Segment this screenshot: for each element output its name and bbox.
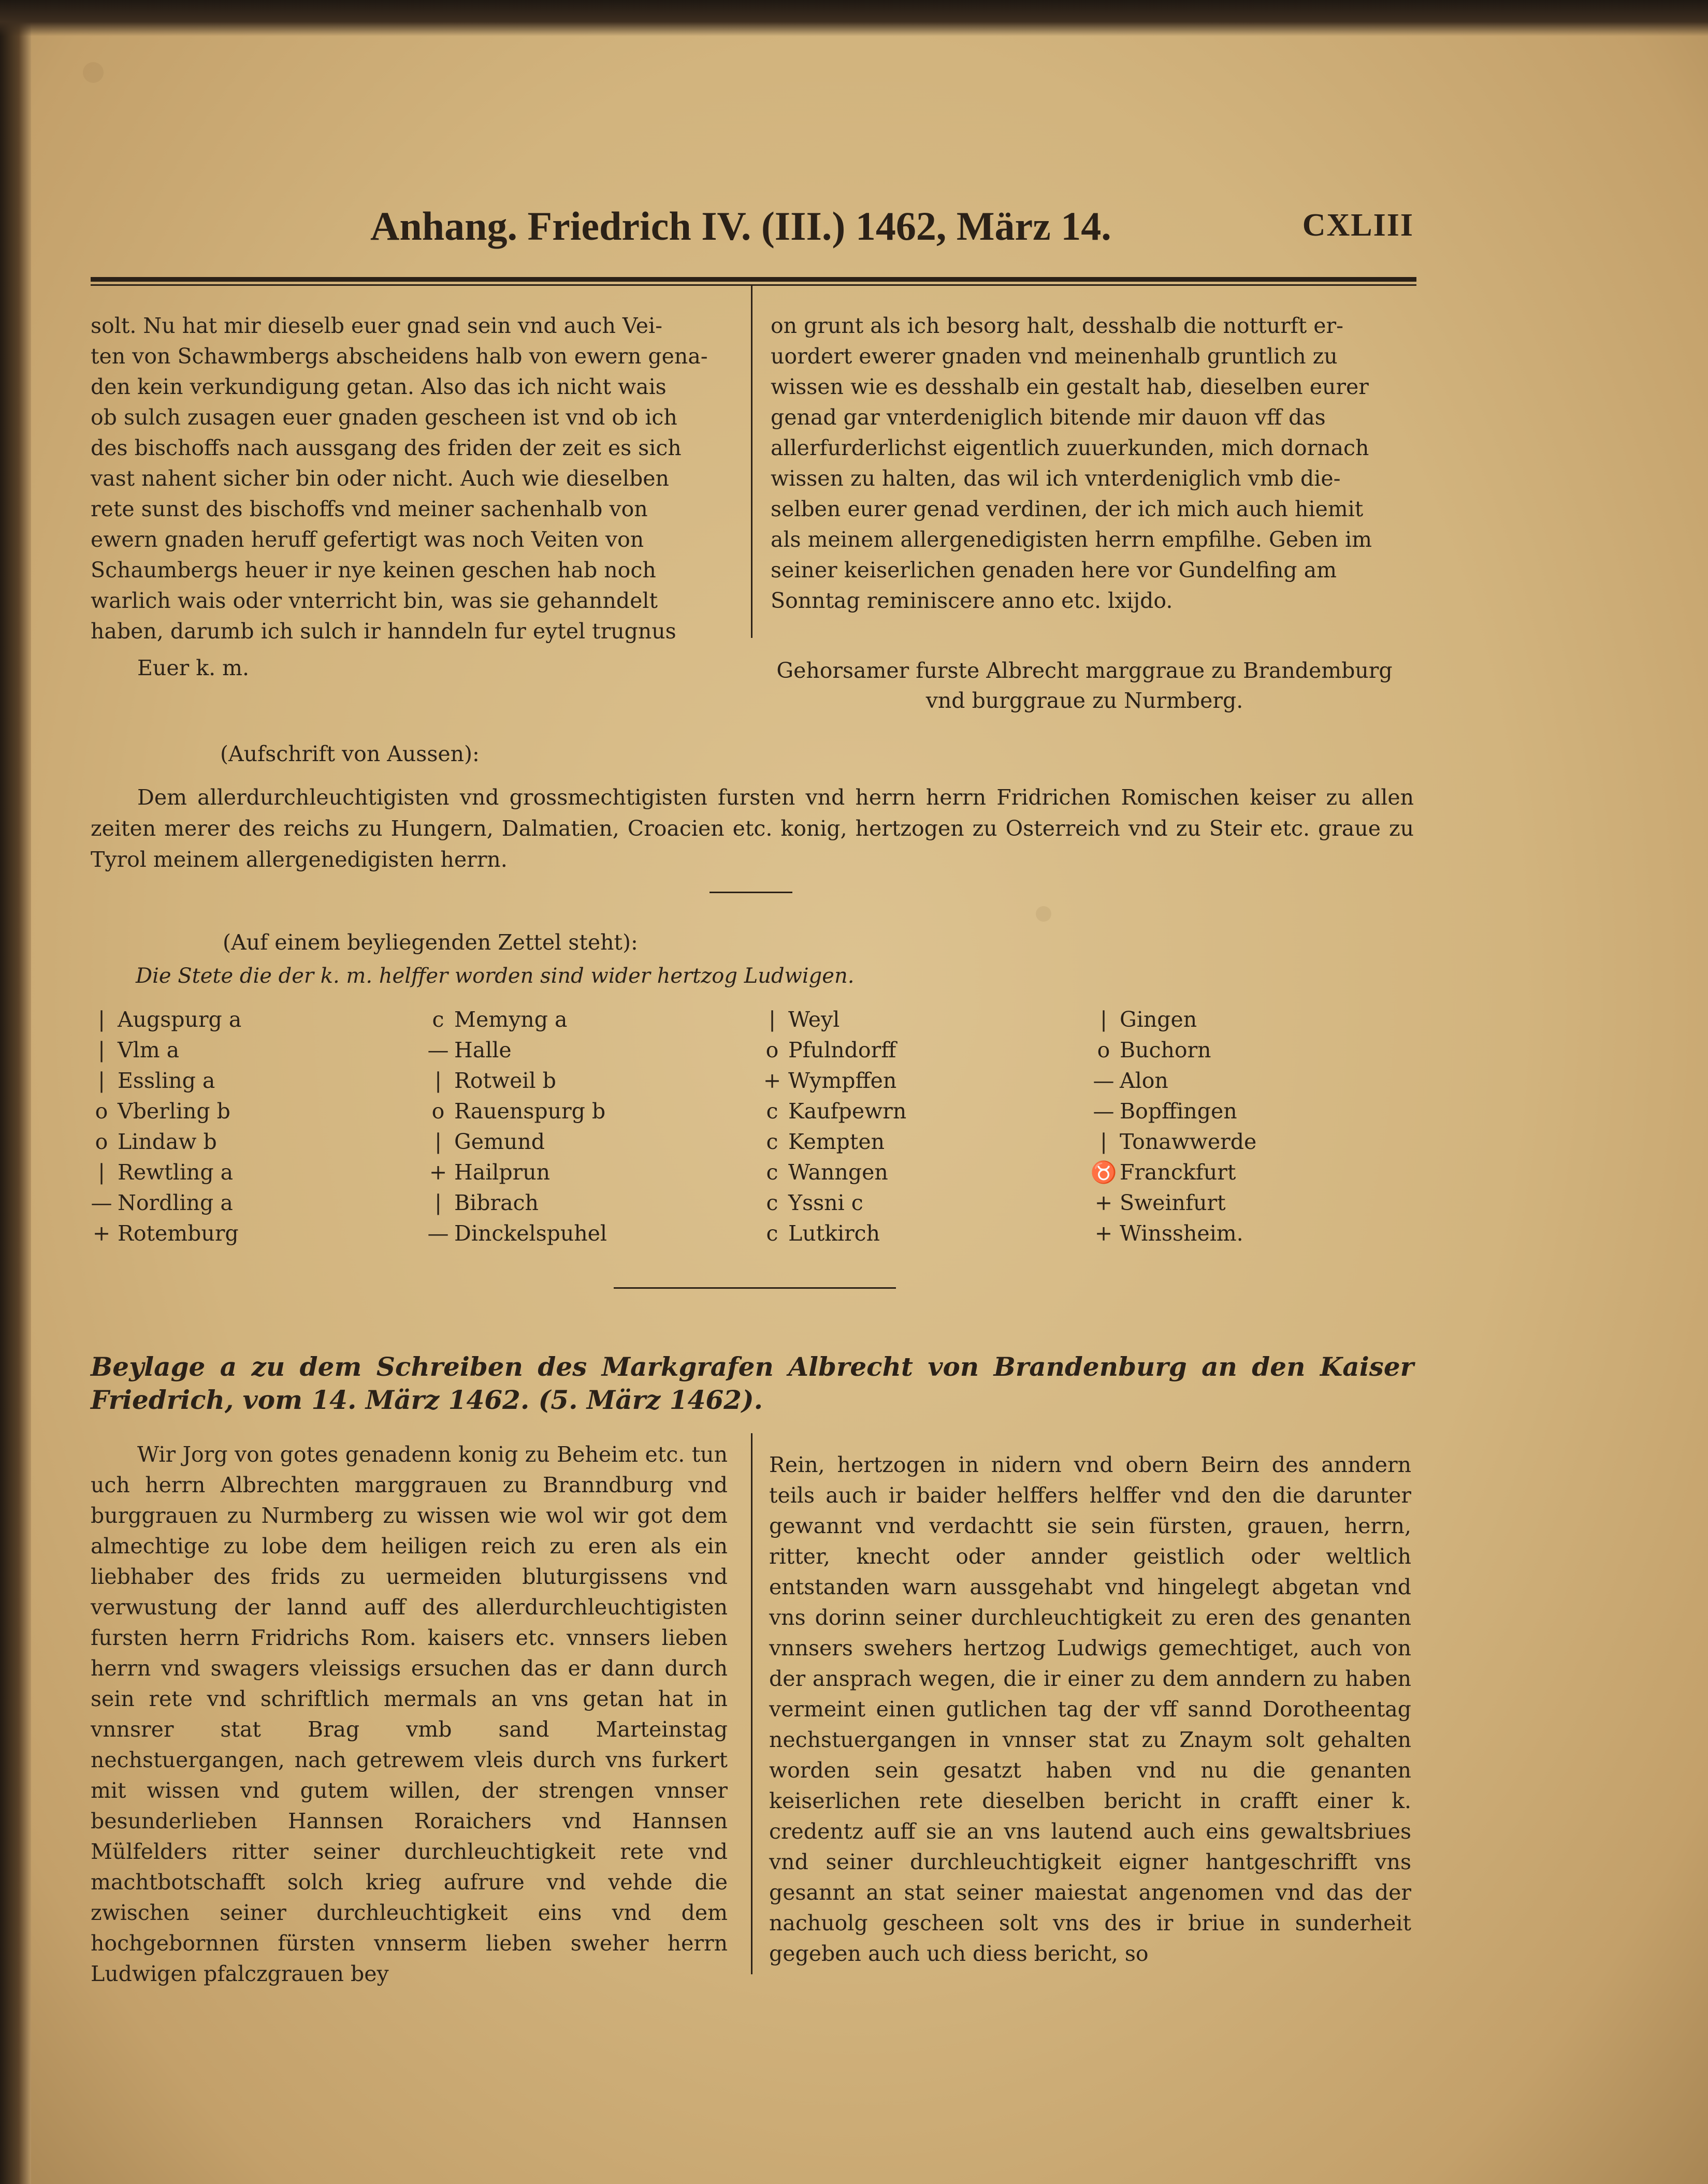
city-row [422, 1127, 607, 1157]
body-paragraph: Wir Jorg von gotes genadenn konig zu Beheim etc. tun uch herrn Albrechten marggrauen zu Branndburg vnd burggrauen zu Nurmberg zu wissen wie wol wir got dem almechtige zu lobe dem heiligen reich zu eren als ein liebhaber des frids zu uermeiden bluturgissens vnd verwustung der lannd auff des allerdurchleuchtigisten fursten herrn Fridrichs Rom. kaisers etc. vnnsers lieben herrn vnd swagers vleissigs ersuchen das er dann durch sein rete vnd schriftlich mermals an vns getan hat in vnnsrer stat Brag vmb sand Marteinstag nechstuergangen, nach getrewem vleis durch vns furkert mit wissen vnd gutem willen, der strengen vnnser besunderlieben Hannsen Roraichers vnd Hannsen Mülfelders ritter seiner durchleuchtigkeit rete vnd machtbotschafft solch krieg aufrure vnd vehde die zwischen seiner durchleuchtigkeit eins vnd dem hochgebornnen fürsten vnnserm lieben sweher herrn Ludwigen pfalczgrauen bey [91, 1442, 728, 1986]
page-header [88, 203, 1414, 260]
beylage-column-right [769, 1450, 1411, 1969]
city-row [422, 1004, 607, 1035]
section-divider [614, 1287, 896, 1289]
text-line: genad gar vnterdeniglich bitende mir dauon vff das [771, 405, 1326, 430]
city-row [1088, 1096, 1256, 1127]
beylage-column-left [91, 1439, 728, 1989]
text-line: allerfurderlichst eigentlich zuuerkunden, mich dornach [771, 435, 1369, 460]
text-line: uordert ewerer gnaden vnd meinenhalb gruntlich zu [771, 344, 1338, 369]
city-mark: c [432, 1007, 444, 1032]
city-mark: | [435, 1068, 442, 1093]
text-line: ten von Schawmbergs abscheidens halb von ewern gena- [91, 344, 708, 369]
text-line: Schaumbergs heuer ir nye keinen geschen hab noch [91, 558, 656, 583]
city-name: Rewtling a [118, 1160, 234, 1185]
text-line: haben, darumb ich sulch ir hanndeln fur eytel trugnus [91, 619, 676, 644]
city-mark: o [95, 1129, 108, 1154]
city-row [422, 1188, 607, 1218]
city-row [756, 1127, 906, 1157]
city-mark: | [98, 1038, 105, 1062]
city-row [422, 1096, 607, 1127]
text-line: wissen zu halten, das wil ich vnterdeniglich vmb die- [771, 466, 1341, 491]
city-mark: — [1093, 1068, 1114, 1093]
city-name: Vlm a [118, 1038, 180, 1062]
address-heading: (Aufschrift von Aussen): [220, 741, 480, 766]
city-row [1088, 1157, 1256, 1188]
folio-number: CXLIII [1302, 208, 1414, 243]
text-line: als meinem allergenedigisten herrn empfilhe. Geben im [771, 527, 1372, 552]
city-name: Wanngen [788, 1160, 888, 1185]
running-title: Anhang. Friedrich IV. (III.) 1462, März 14. [370, 203, 1111, 249]
body-paragraph: Rein, hertzogen in nidern vnd obern Beirn des anndern teils auch ir baider helffers helffer vnd den die darunter gewannt vnd verdachtt sie sein fürsten, grauen, herrn, ritter, knecht oder annder geistlich oder weltlich entstanden warn aussgehabt vnd hingelegt abgetan vnd vns dorinn seiner durchleuchtigkeit zu eren des genanten vnnsers swehers hertzog Ludwigs gemechtiget, auch von der ansprach wegen, die ir einer zu dem anndern zu haben vermeint einen gutlichen tag der vff sannd Dorotheentag nechstuergangen in vnnser stat zu Znaym solt gehalten worden sein gesatzt haben vnd nu die genanten keiserlichen rete dieselben bericht in crafft einer k. credentz auff sie an vns lautend auch eins gewaltsbriues vnd seiner durchleuchtigkeit eigner hantgeschrifft vns gesannt an stat seiner maiestat angenomen vnd das der nachuolg gescheen solt vns des ir briue in sunderheit gegeben auch uch diess bericht, so [769, 1452, 1411, 1966]
text-line: solt. Nu hat mir dieselb euer gnad sein vnd auch Vei- [91, 313, 662, 338]
city-name: Rauenspurg b [454, 1099, 606, 1124]
city-mark: c [766, 1221, 778, 1246]
city-mark: | [435, 1129, 442, 1154]
city-name: Bopffingen [1120, 1099, 1237, 1124]
city-name: Halle [454, 1038, 512, 1062]
text-line: des bischoffs nach aussgang des friden der zeit es sich [91, 435, 682, 460]
city-mark: — [91, 1190, 112, 1215]
paper-stain [1036, 906, 1051, 922]
letter-column-left [91, 311, 728, 647]
city-name: Essling a [118, 1068, 215, 1093]
city-mark: c [766, 1190, 778, 1215]
city-name: Gingen [1120, 1007, 1197, 1032]
city-mark: — [1093, 1099, 1114, 1124]
city-row [422, 1066, 607, 1096]
city-name: Lindaw b [118, 1129, 217, 1154]
city-mark: o [431, 1099, 445, 1124]
city-mark: | [98, 1007, 105, 1032]
city-mark: | [1100, 1007, 1107, 1032]
city-mark: | [98, 1160, 105, 1185]
city-row [85, 1004, 241, 1035]
city-name: Gemund [454, 1129, 545, 1154]
city-mark: | [1100, 1129, 1107, 1154]
city-row [756, 1096, 906, 1127]
city-name: Hailprun [454, 1160, 551, 1185]
city-name: Buchorn [1120, 1038, 1211, 1062]
city-row [756, 1188, 906, 1218]
cities-column [85, 1004, 241, 1249]
city-name: Augspurg a [118, 1007, 242, 1032]
city-name: Weyl [788, 1007, 840, 1032]
city-row [756, 1004, 906, 1035]
city-name: Kaufpewrn [788, 1099, 907, 1124]
city-row [1088, 1218, 1256, 1249]
city-mark: — [427, 1221, 449, 1246]
city-row [85, 1066, 241, 1096]
city-name: Lutkirch [788, 1221, 880, 1246]
letter-column-right [771, 311, 1413, 616]
city-row [1088, 1004, 1256, 1035]
city-row [1088, 1035, 1256, 1066]
signature-line: Gehorsamer furste Albrecht marggraue zu Brandemburg [776, 658, 1393, 683]
city-mark: c [766, 1129, 778, 1154]
city-row [85, 1127, 241, 1157]
city-row [1088, 1188, 1256, 1218]
paper-stain [83, 62, 104, 83]
signature-line: vnd burggraue zu Nurmberg. [925, 688, 1243, 713]
text-line: on grunt als ich besorg halt, desshalb die notturft er- [771, 313, 1343, 338]
city-name: Memyng a [454, 1007, 568, 1032]
city-row [422, 1157, 607, 1188]
city-name: Alon [1120, 1068, 1168, 1093]
text-line: wissen wie es desshalb ein gestalt hab, dieselben eurer [771, 374, 1369, 399]
city-mark: c [766, 1099, 778, 1124]
signature-block [756, 656, 1413, 716]
city-row [756, 1218, 906, 1249]
text-line: vast nahent sicher bin oder nicht. Auch wie dieselben [91, 466, 669, 491]
city-name: Rotweil b [454, 1068, 556, 1093]
city-row [85, 1188, 241, 1218]
book-spine [0, 0, 31, 2184]
page-top-edge [0, 0, 1708, 36]
column-divider [751, 286, 752, 638]
salutation-closing: Euer k. m. [137, 656, 250, 680]
text-line: ewern gnaden heruff gefertigt was noch Veiten von [91, 527, 644, 552]
text-line: ob sulch zusagen euer gnaden gescheen ist vnd ob ich [91, 405, 677, 430]
header-rule-thin [91, 284, 1416, 286]
city-name: Franckfurt [1120, 1160, 1236, 1185]
city-name: Dinckelspuhel [454, 1221, 607, 1246]
city-row [1088, 1127, 1256, 1157]
text-line: selben eurer genad verdinen, der ich mich auch hiemit [771, 497, 1364, 521]
text-line: rete sunst des bischoffs vnd meiner sachenhalb von [91, 497, 648, 521]
city-mark: | [435, 1190, 442, 1215]
city-name: Nordling a [118, 1190, 233, 1215]
city-row [422, 1035, 607, 1066]
cities-column [422, 1004, 607, 1249]
text-line: Sonntag reminiscere anno etc. lxijdo. [771, 588, 1173, 613]
city-name: Bibrach [454, 1190, 539, 1215]
city-name: Tonawwerde [1120, 1129, 1257, 1154]
city-mark: + [92, 1221, 111, 1246]
city-row [85, 1218, 241, 1249]
column-divider [751, 1433, 752, 1974]
header-rule [91, 277, 1416, 282]
city-mark: + [1094, 1221, 1113, 1246]
text-line: den kein verkundigung getan. Also das ich nicht wais [91, 374, 667, 399]
cities-column [1088, 1004, 1256, 1249]
city-name: Sweinfurt [1120, 1190, 1226, 1215]
city-name: Winssheim. [1120, 1221, 1243, 1246]
city-row [756, 1066, 906, 1096]
city-name: Rotemburg [118, 1221, 239, 1246]
city-mark: o [95, 1099, 108, 1124]
cities-list-title: Die Stete die der k. m. helffer worden sind wider hertzog Ludwigen. [136, 964, 855, 988]
city-mark: — [427, 1038, 449, 1062]
city-mark: ♉ [1090, 1160, 1117, 1185]
city-mark: o [765, 1038, 779, 1062]
city-row [756, 1157, 906, 1188]
section-divider [710, 892, 792, 893]
city-row [422, 1218, 607, 1249]
text-line: warlich wais oder vnterricht bin, was sie gehanndelt [91, 588, 658, 613]
city-name: Pfulndorff [788, 1038, 896, 1062]
city-mark: c [766, 1160, 778, 1185]
city-row [85, 1157, 241, 1188]
city-mark: | [769, 1007, 776, 1032]
city-name: Kempten [788, 1129, 885, 1154]
note-heading: (Auf einem beyliegenden Zettel steht): [223, 930, 638, 955]
city-mark: + [1094, 1190, 1113, 1215]
city-name: Wympffen [788, 1068, 897, 1093]
text-line: seiner keiserlichen genaden here vor Gundelfing am [771, 558, 1337, 583]
city-name: Vberling b [118, 1099, 230, 1124]
cities-column [756, 1004, 906, 1249]
city-mark: + [429, 1160, 447, 1185]
city-row [85, 1035, 241, 1066]
city-mark: | [98, 1068, 105, 1093]
city-row [1088, 1066, 1256, 1096]
city-row [756, 1035, 906, 1066]
address-text: Dem allerdurchleuchtigisten vnd grossmechtigisten fursten vnd herrn herrn Fridrichen Romischen keiser zu allen zeiten merer des reichs zu Hungern, Dalmatien, Croacien etc. konig, hertzogen zu Osterreich vnd zu Steir etc. graue zu Tyrol meinem allergenedigisten herrn. [91, 785, 1414, 872]
beylage-heading: Beylage a zu dem Schreiben des Markgrafen Albrecht von Brandenburg an den Kaiser Friedrich, vom 14. März 1462. (5. März 1462). [91, 1351, 1414, 1415]
city-name: Yssni c [788, 1190, 863, 1215]
city-mark: o [1097, 1038, 1110, 1062]
city-row [85, 1096, 241, 1127]
city-mark: + [763, 1068, 781, 1093]
